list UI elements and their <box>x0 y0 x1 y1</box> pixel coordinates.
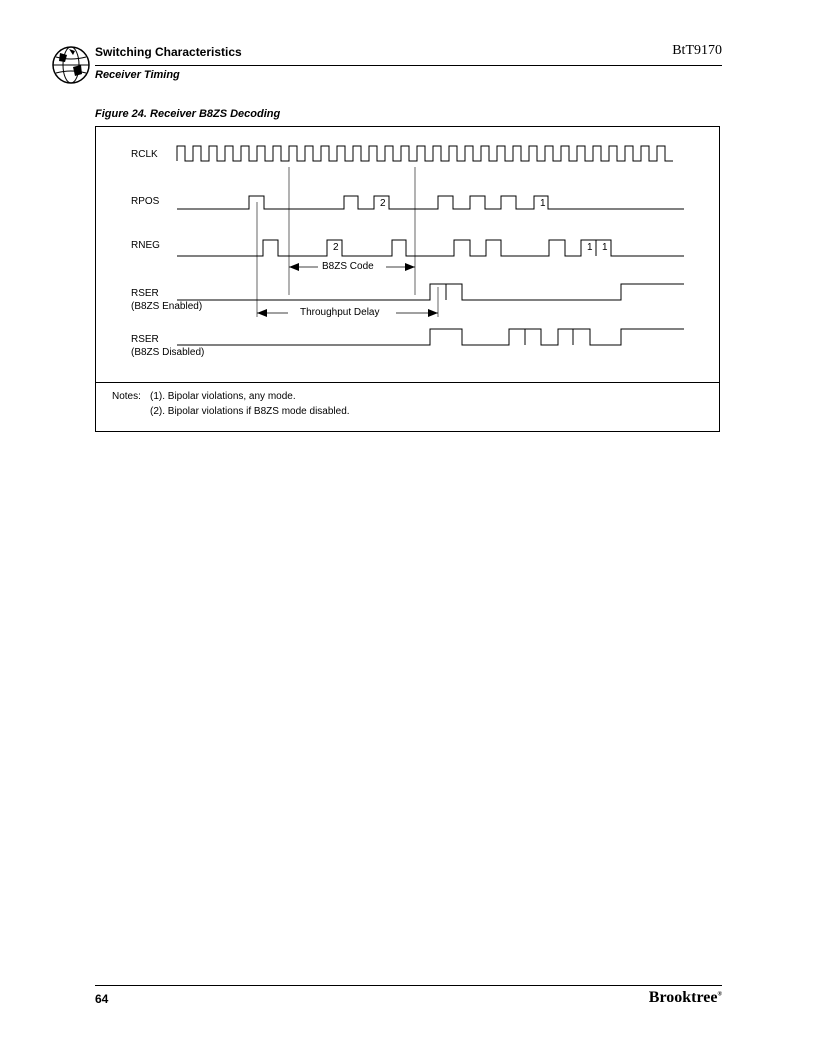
pulse-mark: 1 <box>587 242 593 253</box>
registered-mark: ® <box>717 991 722 998</box>
pulse-mark: 2 <box>380 198 386 209</box>
note-item: (1). Bipolar violations, any mode. <box>150 391 296 402</box>
header-rule <box>95 65 722 66</box>
signal-sublabel-rser-disabled: (B8ZS Disabled) <box>131 347 205 358</box>
section-title: Switching Characteristics <box>95 45 242 59</box>
throughput-delay-label: Throughput Delay <box>300 307 380 318</box>
footer-rule <box>95 985 722 986</box>
brand-name: Brooktree <box>648 989 718 1006</box>
notes-label: Notes: <box>112 391 141 402</box>
note-item: (2). Bipolar violations if B8ZS mode disabled. <box>150 406 350 417</box>
globe-logo-icon <box>51 45 91 85</box>
rser-disabled-waveform <box>177 329 684 345</box>
pulse-mark: 1 <box>540 198 546 209</box>
signal-label-rneg: RNEG <box>131 240 160 251</box>
page-number: 64 <box>95 992 109 1006</box>
rser-enabled-waveform <box>177 284 684 300</box>
rpos-waveform <box>177 196 684 209</box>
brand-logo <box>649 989 722 1007</box>
pulse-mark: 1 <box>602 242 608 253</box>
b8zs-code-label: B8ZS Code <box>322 261 374 272</box>
timing-diagram <box>96 127 719 381</box>
rclk-waveform <box>177 146 673 161</box>
figure-caption: Figure 24. Receiver B8ZS Decoding <box>95 108 281 120</box>
signal-label-rser-disabled: RSER <box>131 334 159 345</box>
signal-sublabel-rser-enabled: (B8ZS Enabled) <box>131 301 203 312</box>
part-number: BtT9170 <box>672 43 722 58</box>
signal-label-rpos: RPOS <box>131 196 160 207</box>
rclk-pulse-train <box>177 146 673 161</box>
signal-label-rser-enabled: RSER <box>131 288 159 299</box>
signal-label-rclk: RCLK <box>131 149 158 160</box>
notes-divider <box>95 382 720 383</box>
pulse-mark: 2 <box>333 242 339 253</box>
section-subtitle: Receiver Timing <box>95 69 180 81</box>
